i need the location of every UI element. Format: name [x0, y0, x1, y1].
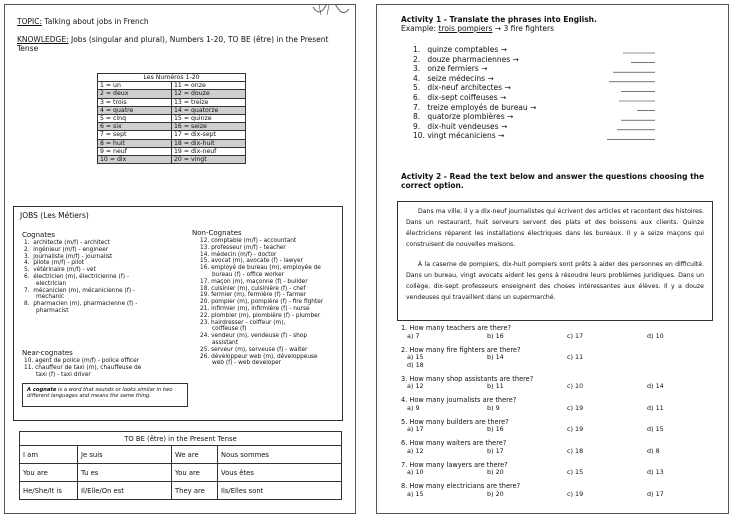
list-item: 18. cuisinier (m), cuisinière (f) - chef — [200, 285, 306, 292]
near-cognates-title: Near-cognates — [22, 349, 73, 357]
tobe-cell: Ils/Elles sont — [218, 482, 342, 500]
list-item: 1. architecte (m/f) - architect — [24, 240, 110, 246]
tobe-cell: You are — [172, 464, 218, 482]
list-item: 16. employé de bureau (m), employée de — [200, 265, 321, 272]
knowledge-text: Jobs (singular and plural), Numbers 1-20, TO BE (être) in the Present Tense — [17, 35, 329, 53]
activity1-title: Activity 1 - Translate the phrases into English. — [401, 15, 597, 24]
list-item: 5. vétérinaire (m/f) - vet — [24, 267, 96, 274]
tobe-cell: Nous sommes — [218, 446, 342, 464]
cognates-title: Cognates — [22, 231, 56, 239]
list-item: 21. infirmier (m), infirmière (f) - nurse — [200, 305, 310, 312]
non-cognates-title: Non-Cognates — [192, 229, 242, 237]
list-item: 6. dix-sept coiffeuses → — [413, 92, 507, 102]
list-item: 3. onze fermiers → — [413, 64, 488, 74]
num-cell: 9 = neuf — [98, 147, 172, 155]
reading-paragraph-2: À la caserne de pompiers, dix-huit pompiers sont prêts à aider des personnes en difficulté. Dans un bureau, vingt avocats aident les gens à résoudre leurs problèmes juridiques. Dans un collège, dix-sept professeurs enseignent des choses intéressantes aux élèves. Il y a douze vendeuses qui travaillent dans un supermarché. — [406, 261, 704, 301]
list-item: 5. dix-neuf architectes → — [413, 83, 511, 93]
list-item: coiffeuse (f) — [212, 326, 247, 333]
num-cell: 18 = dix-huit — [172, 139, 246, 147]
num-cell: 2 = deux — [98, 90, 172, 98]
list-item: assistant — [212, 339, 238, 346]
num-cell: 5 = cinq — [98, 114, 172, 122]
list-item: 4. pilote (m/f) - pilot — [24, 260, 85, 267]
near-cognates-list — [24, 358, 194, 378]
answer-lines — [557, 45, 657, 145]
list-item: 19. fermier (m), fermière (f) - farmer — [200, 292, 307, 299]
num-cell: 20 = vingt — [172, 155, 246, 163]
num-cell: 8 = huit — [98, 139, 172, 147]
question-item: 3. How many shop assistants are there? a) 12 b) 11 c) 10 d) 14 — [401, 374, 664, 391]
list-item: 10. vingt mécaniciens → — [413, 131, 505, 141]
reading-text — [397, 201, 713, 321]
question-item: 8. How many electricians are there? a) 15 b) 20 c) 19 d) 17 — [401, 482, 664, 498]
num-cell: 10 = dix — [98, 155, 172, 163]
tobe-table — [19, 431, 342, 500]
tobe-cell: We are — [172, 446, 218, 464]
list-item: 14. médecin (m/f) - doctor — [200, 251, 277, 258]
tobe-cell: Il/Elle/On est — [78, 482, 172, 500]
topic-text: Talking about jobs in French — [41, 17, 149, 26]
list-item: 3. journaliste (m/f) - journalist — [24, 253, 113, 260]
num-cell: 12 = douze — [172, 90, 246, 98]
num-cell: 16 = seize — [172, 123, 246, 131]
reading-paragraph-1: Dans ma ville, il y a dix-neuf journalistes qui écrivent des articles et racontent des histoires. Dans un restaurant, huit serveurs servent des plats et des boissons aux clients. Quinze électriciens réparent les installations électriques dans les bureaux. Il y a seize maçons qui construisent de nouvelles maisons. — [406, 208, 704, 248]
jobs-box — [13, 206, 343, 421]
num-cell: 19 = dix-neuf — [172, 147, 246, 155]
list-item: 20. pompier (m), pompière (f) - fire fighter — [200, 299, 324, 306]
tobe-title: TO BE (être) in the Present Tense — [20, 432, 342, 446]
tobe-cell: They are — [172, 482, 218, 500]
list-item: 6. électricien (m), électricienne (f) - — [24, 273, 129, 280]
list-item: 8. quatorze plombières → — [413, 112, 514, 122]
list-item: 11. chauffeur de taxi (m), chauffeuse de — [24, 364, 142, 371]
list-item: electrician — [36, 280, 67, 287]
question-item: 5. How many builders are there? a) 17 b) 16 c) 19 d) 15 — [401, 417, 664, 434]
question-item: 7. How many lawyers are there? a) 10 b) 20 c) 15 d) 13 — [401, 460, 664, 477]
list-item: 24. vendeur (m), vendeuse (f) - shop — [200, 333, 308, 340]
num-cell: 1 = un — [98, 82, 172, 90]
list-item: 15. avocat (m), avocate (f) - lawyer — [200, 258, 303, 265]
list-item: 7. treize employés de bureau → — [413, 102, 537, 112]
list-item: 8. pharmacien (m), pharmacienne (f) - — [24, 301, 138, 308]
cognate-definition: A cognate is a word that sounds or looks similar in two different languages and means the same thing. — [22, 383, 188, 407]
tobe-cell: Vous êtes — [218, 464, 342, 482]
activity1-example: Example: trois pompiers → 3 fire fighters — [401, 24, 555, 33]
list-item: taxi (f) - taxi driver — [36, 371, 91, 378]
num-cell: 15 = quinze — [172, 114, 246, 122]
list-item: web (f) - web developer — [212, 360, 282, 367]
tobe-cell: You are — [20, 464, 78, 482]
list-item: mechanic — [36, 294, 65, 301]
num-cell: 13 = treize — [172, 98, 246, 106]
numbers-table — [97, 73, 246, 164]
list-item: 25. serveur (m), serveuse (f) - waiter — [200, 346, 308, 353]
num-cell: 6 = six — [98, 123, 172, 131]
numbers-table-wrap — [97, 73, 246, 164]
list-item: pharmacist — [36, 307, 69, 314]
list-item: 12. comptable (m/f) - accountant — [200, 238, 297, 244]
list-item: 7. mécanicien (m), mécanicienne (f) - — [24, 287, 136, 294]
list-item: 23. hairdresser - coiffeur (m), — [200, 319, 286, 326]
list-item: 22. plombier (m), plombière (f) - plumber — [200, 312, 321, 319]
topic-line — [17, 17, 347, 26]
questions — [401, 325, 721, 505]
list-item: 10. agent de police (m/f) - police officer — [24, 358, 140, 364]
list-item: 1. quinze comptables → — [413, 45, 507, 54]
question-item: 2. How many fire fighters are there? a) 15 b) 14 c) 11 d) 18 — [401, 345, 584, 369]
jobs-title: JOBS (Les Métiers) — [20, 211, 89, 220]
list-item: 2. douze pharmaciennes → — [413, 54, 519, 64]
knowledge-label: KNOWLEDGE: — [17, 35, 69, 44]
num-cell: 3 = trois — [98, 98, 172, 106]
list-item: 13. professeur (m/f) - teacher — [200, 244, 286, 251]
tobe-cell: I am — [20, 446, 78, 464]
worksheet-page-left — [4, 4, 356, 514]
numbers-title: Les Numéros 1-20 — [98, 74, 246, 82]
list-item: bureau (f) - office worker — [212, 271, 285, 278]
list-item: 9. dix-huit vendeuses → — [413, 121, 508, 131]
tobe-cell: Je suis — [78, 446, 172, 464]
list-item: 26. développeur web (m), développeuse — [200, 353, 318, 360]
question-item: 4. How many journalists are there? a) 9 b) 9 c) 19 d) 11 — [401, 396, 664, 412]
tobe-table-wrap — [19, 431, 342, 500]
topic-label: TOPIC: — [17, 17, 42, 26]
cognates-list — [24, 240, 194, 315]
num-cell: 11 = onze — [172, 82, 246, 90]
knowledge-line — [17, 35, 337, 53]
num-cell: 4 = quatre — [98, 106, 172, 114]
num-cell: 7 = sept — [98, 131, 172, 139]
tobe-cell: He/She/It is — [20, 482, 78, 500]
list-item: 4. seize médecins → — [413, 73, 494, 83]
non-cognates-list — [200, 238, 342, 367]
activity2-title: Activity 2 - Read the text below and answer the questions choosing the correct option. — [401, 172, 705, 190]
list-item: 17. maçon (m), maçonne (f) - builder — [200, 278, 308, 285]
question-item: 1. How many teachers are there? a) 7 b) 16 c) 17 d) 10 — [401, 324, 664, 340]
list-item: 2. ingénieur (m/f) - engineer — [24, 246, 109, 253]
tobe-cell: Tu es — [78, 464, 172, 482]
num-cell: 17 = dix-sept — [172, 131, 246, 139]
question-item: 6. How many waiters are there? a) 12 b) 17 c) 18 d) 8 — [401, 439, 660, 455]
worksheet-page-right — [376, 4, 729, 514]
num-cell: 14 = quatorze — [172, 106, 246, 114]
